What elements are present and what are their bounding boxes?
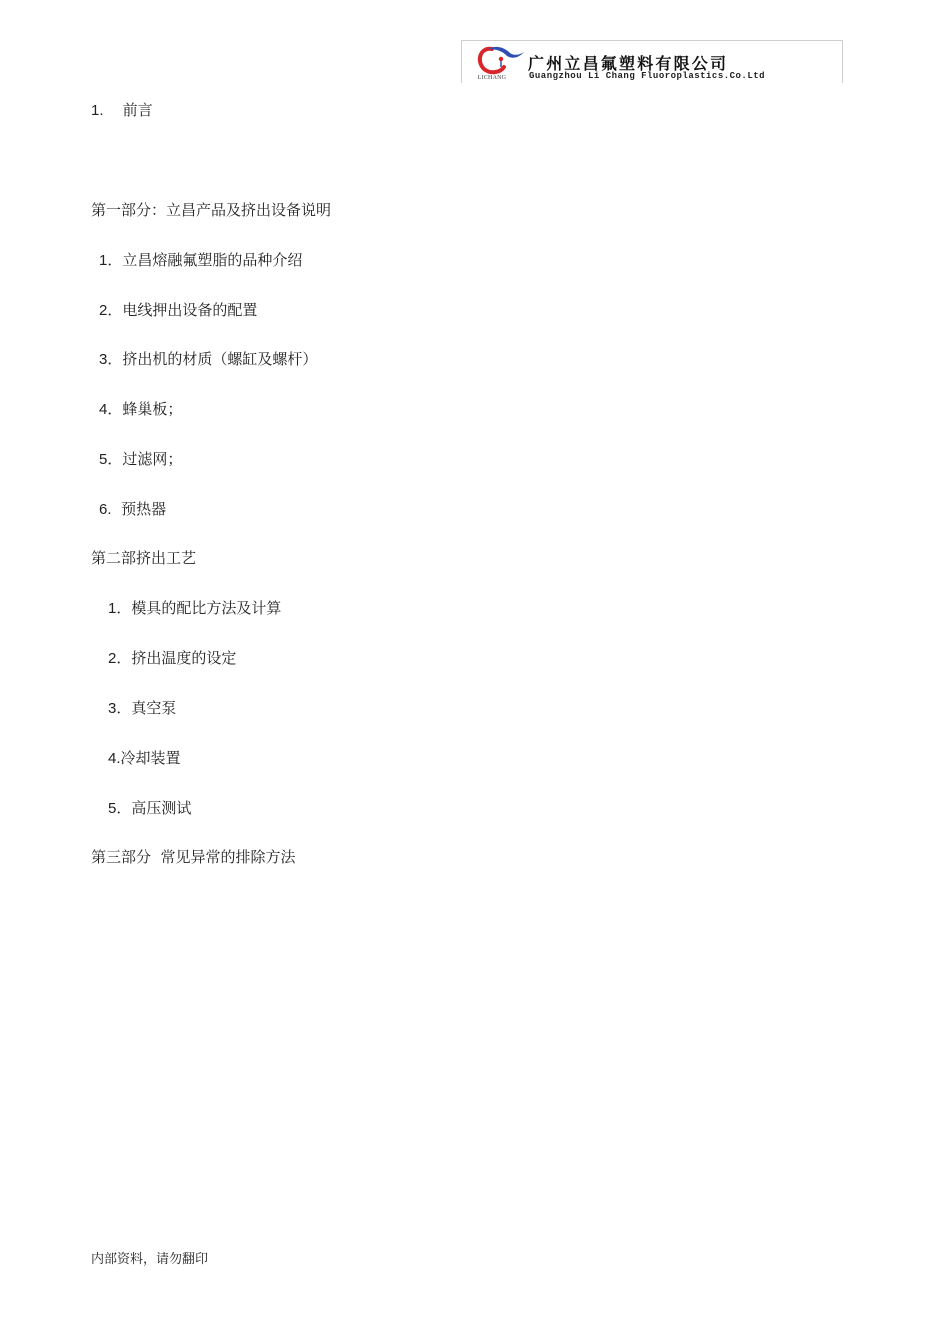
part2-item: 4.冷却装置	[108, 749, 181, 767]
part2-title: 第二部挤出工艺	[91, 549, 197, 567]
part2-item: 3．真空泵	[108, 699, 177, 717]
toc-intro	[91, 100, 153, 121]
part1-item: 6. 预热器	[99, 500, 167, 518]
part2-item: 1．模具的配比方法及计算	[108, 599, 282, 617]
logo-wordmark: LICHANG	[477, 75, 507, 81]
part2-item: 5．高压测试	[108, 799, 192, 817]
company-logo-banner	[461, 40, 843, 83]
part1-item: 4．蜂巢板；	[99, 400, 183, 418]
part3-title: 第三部分 常见异常的排除方法	[91, 848, 296, 866]
lichang-logo-icon	[470, 43, 526, 75]
toc-intro-label: 前言	[122, 101, 153, 119]
company-name-english: Guangzhou Li Chang Fluoroplastics.Co.Ltd	[529, 71, 766, 81]
confidential-footer-note: 内部资料，请勿翻印	[91, 1252, 209, 1267]
part1-item: 5．过滤网；	[99, 450, 183, 468]
company-name-chinese: 广州立昌氟塑料有限公司	[528, 54, 729, 73]
part1-item: 3．挤出机的材质（螺缸及螺杆）	[99, 350, 318, 368]
part1-title: 第一部分：立昌产品及挤出设备说明	[91, 201, 332, 219]
toc-intro-number: 1.	[91, 102, 104, 119]
part1-item: 2．电线押出设备的配置	[99, 301, 258, 319]
part2-item: 2．挤出温度的设定	[108, 649, 237, 667]
part1-item: 1．立昌熔融氟塑脂的品种介绍	[99, 251, 303, 269]
